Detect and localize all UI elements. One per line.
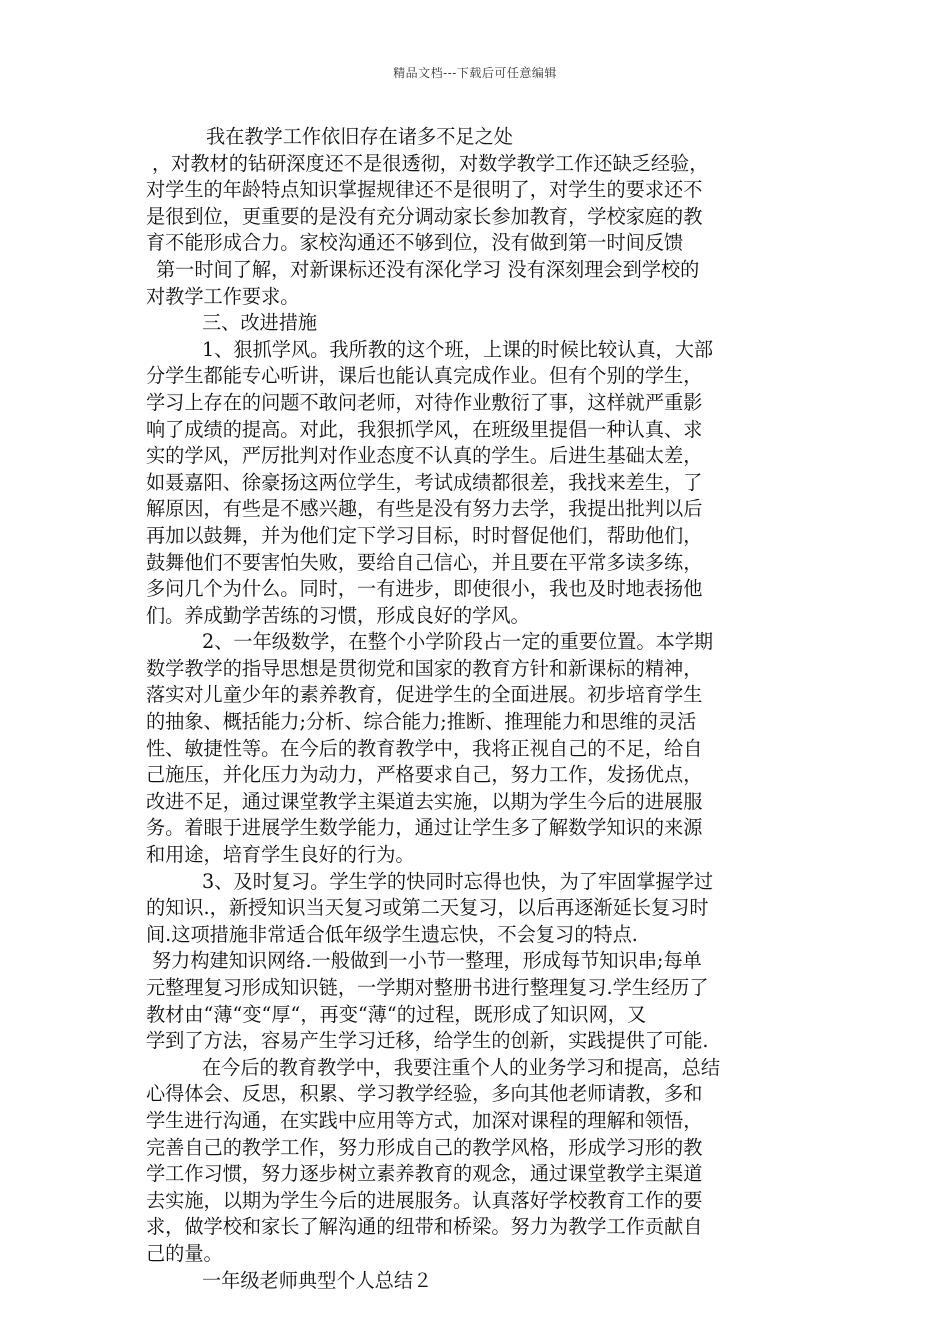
text-line: 分学生都能专心听讲，课后也能认真完成作业。但有个别的学生， [146,364,703,388]
text-line: 学工作习惯，努力逐步树立素养教育的观念，通过课堂教学主渠道 [146,1162,703,1186]
text-line: 去实施，以期为学生今后的进展服务。认真落好学校教育工作的要 [146,1188,703,1212]
text-line: 响了成绩的提高。对此，我狠抓学风，在班级里提倡一种认真、求 [146,417,703,441]
text-line: 鼓舞他们不要害怕失败，要给自己信心，并且要在平常多读多练， [146,550,703,574]
text-line: 实的学风，严厉批判对作业态度不认真的学生。后进生基础太差， [146,444,703,468]
text-line: 学生进行沟通，在实践中应用等方式，加深对课程的理解和领悟， [146,1108,703,1132]
text-line: 育不能形成合力。家校沟通还不够到位，没有做到第一时间反馈 [146,231,684,255]
text-line: 改进不足，通过课堂教学主渠道去实施，以期为学生今后的进展服 [146,789,703,813]
text-line: 在今后的教育教学中，我要注重个人的业务学习和提高，总结 [202,1055,721,1079]
text-line: 性、敏捷性等。在今后的教育教学中，我将正视自己的不足，给自 [146,736,703,760]
text-line: 多问几个为什么。同时，一有进步，即使很小，我也及时地表扬他 [146,577,703,601]
text-line: 数学教学的指导思想是贯彻党和国家的教育方针和新课标的精神， [146,656,703,680]
text-line: 和用途，培育学生良好的行为。 [146,843,415,867]
text-line: 们。养成勤学苦练的习惯，形成良好的学风。 [146,603,530,627]
text-line: 心得体会、反思，积累、学习教学经验，多向其他老师请教，多和 [146,1082,703,1106]
text-line: 再加以鼓舞，并为他们定下学习目标，时时督促他们，帮助他们， [146,523,703,547]
text-line: 务。着眼于进展学生数学能力，通过让学生多了解数学知识的来源 [146,816,703,840]
text-line: 学到了方法，容易产生学习迁移，给学生的创新，实践提供了可能. [146,1029,709,1053]
document-body [146,124,810,1294]
text-line: 己的量。 [146,1241,223,1265]
text-line: 是很到位，更重要的是没有充分调动家长参加教育，学校家庭的教 [146,204,703,228]
text-line: 3、及时复习。学生学的快同时忘得也快，为了牢固掌握学过 [202,869,714,893]
text-line: 解原因，有些是不感兴趣，有些是没有努力去学，我提出批判以后 [146,497,703,521]
text-line: 己施压，并化压力为动力，严格要求自己，努力工作，发扬优点， [146,763,703,787]
text-line: 教材由“薄“变“厚“，再变“薄“的过程，既形成了知识网，又 [146,1002,647,1026]
text-line: 元整理复习形成知识链，一学期对整册书进行整理复习.学生经历了 [146,976,709,999]
text-line: 对学生的年龄特点知识掌握规律还不是很明了，对学生的要求还不 [146,178,703,202]
text-line: 如聂嘉阳、徐豪扬这两位学生，考试成绩都很差，我找来差生，了 [146,470,703,494]
text-line: 落实对儿童少年的素养教育，促进学生的全面进展。初步培育学生 [146,683,703,707]
section-title: 一年级老师典型个人总结２ [202,1268,433,1292]
text-line: 完善自己的教学工作，努力形成自己的教学风格，形成学习形的教 [146,1135,703,1159]
text-line: 的知识.，新授知识当天复习或第二天复习，以后再逐渐延长复习时 [146,896,709,920]
text-line: 1、狠抓学风。我所教的这个班，上课的时候比较认真，大部 [202,337,714,361]
text-line: 第一时间了解，对新课标还没有深化学习 没有深刻理会到学校的 [156,257,700,281]
text-line: 间.这项措施非常适合低年级学生遗忘快，不会复习的特点. [146,922,638,946]
text-line: 学习上存在的问题不敢问老师，对待作业敷衍了事，这样就严重影 [146,390,703,414]
text-line: ，对教材的钻研深度还不是很透彻，对数学教学工作还缺乏经验， [152,151,709,175]
text-line: 2、一年级数学，在整个小学阶段占一定的重要位置。本学期 [202,630,714,654]
text-line: 对教学工作要求。 [146,284,300,308]
text-line: 我在教学工作依旧存在诸多不足之处 [206,125,513,148]
section-heading: 三、改进措施 [202,311,318,335]
text-line: 的抽象、概括能力;分析、综合能力;推断、推理能力和思维的灵活 [146,710,697,734]
page-header: 精品文档---下载后可任意编辑 [393,66,557,80]
text-line: 求，做学校和家长了解沟通的纽带和桥梁。努力为教学工作贡献自 [146,1215,703,1239]
text-line: 努力构建知识网络.一般做到一小节一整理，形成每节知识串;每单 [152,949,702,973]
